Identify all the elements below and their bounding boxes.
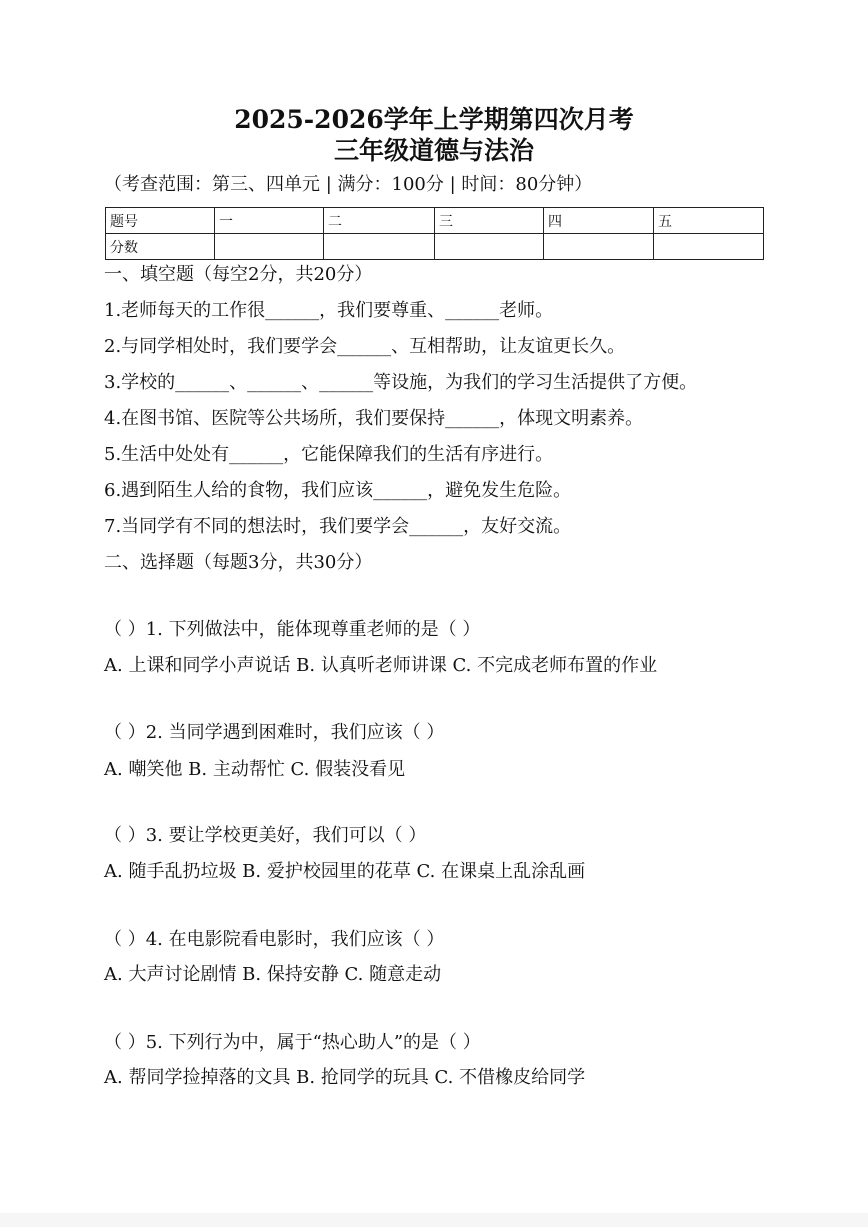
score-cell[interactable] (324, 234, 435, 260)
section-heading-fill-blank: 一、填空题（每空2分，共20分） (104, 264, 373, 285)
score-cell[interactable] (544, 234, 654, 260)
score-cell[interactable] (654, 234, 764, 260)
choice-question-options: A. 嘲笑他 B. 主动帮忙 C. 假装没看见 (104, 759, 406, 780)
fill-blank-question: 5.生活中处处有______，它能保障我们的生活有序进行。 (104, 444, 554, 465)
score-table-row-label: 分数 (106, 234, 215, 260)
choice-question-stem: （ ）5. 下列行为中，属于“热心助人”的是（ ） (104, 1032, 481, 1053)
score-table-column: 二 (324, 208, 435, 234)
choice-question-options: A. 上课和同学小声说话 B. 认真听老师讲课 C. 不完成老师布置的作业 (104, 655, 658, 676)
fill-blank-question: 3.学校的______、______、______等设施，为我们的学习生活提供了方便。 (104, 372, 698, 393)
choice-question-stem: （ ）4. 在电影院看电影时，我们应该（ ） (104, 929, 445, 950)
exam-subject-title: 三年级道德与法治 (333, 136, 534, 165)
score-table-column: 一 (215, 208, 324, 234)
fill-blank-question: 6.遇到陌生人给的食物，我们应该______，避免发生危险。 (104, 480, 572, 501)
score-table-score-row (106, 234, 764, 260)
score-table-column: 四 (544, 208, 654, 234)
section-heading-choice: 二、选择题（每题3分，共30分） (104, 552, 373, 573)
fill-blank-question: 2.与同学相处时，我们要学会______、互相帮助，让友谊更长久。 (104, 336, 626, 357)
choice-question-stem: （ ）3. 要让学校更美好，我们可以（ ） (104, 825, 427, 846)
fill-blank-question: 7.当同学有不同的想法时，我们要学会______，友好交流。 (104, 516, 572, 537)
exam-title: 2025-2026学年上学期第四次月考 (234, 105, 634, 134)
fill-blank-question: 1.老师每天的工作很______，我们要尊重、______老师。 (104, 300, 554, 321)
choice-question-options: A. 帮同学捡掉落的文具 B. 抢同学的玩具 C. 不借橡皮给同学 (104, 1067, 586, 1088)
score-cell[interactable] (215, 234, 324, 260)
exam-info: （考查范围：第三、四单元 | 满分：100分 | 时间：80分钟） (104, 174, 593, 195)
choice-question-options: A. 随手乱扔垃圾 B. 爱护校园里的花草 C. 在课桌上乱涂乱画 (104, 861, 586, 882)
score-cell[interactable] (435, 234, 544, 260)
fill-blank-question: 4.在图书馆、医院等公共场所，我们要保持______，体现文明素养。 (104, 408, 644, 429)
choice-question-stem: （ ）2. 当同学遇到困难时，我们应该（ ） (104, 722, 445, 743)
choice-question-stem: （ ）1. 下列做法中，能体现尊重老师的是（ ） (104, 619, 481, 640)
score-table-row-label: 题号 (106, 208, 215, 234)
choice-question-options: A. 大声讨论剧情 B. 保持安静 C. 随意走动 (104, 964, 442, 985)
score-table-column: 三 (435, 208, 544, 234)
score-table (105, 207, 764, 260)
score-table-header-row (106, 208, 764, 234)
score-table-column: 五 (654, 208, 764, 234)
